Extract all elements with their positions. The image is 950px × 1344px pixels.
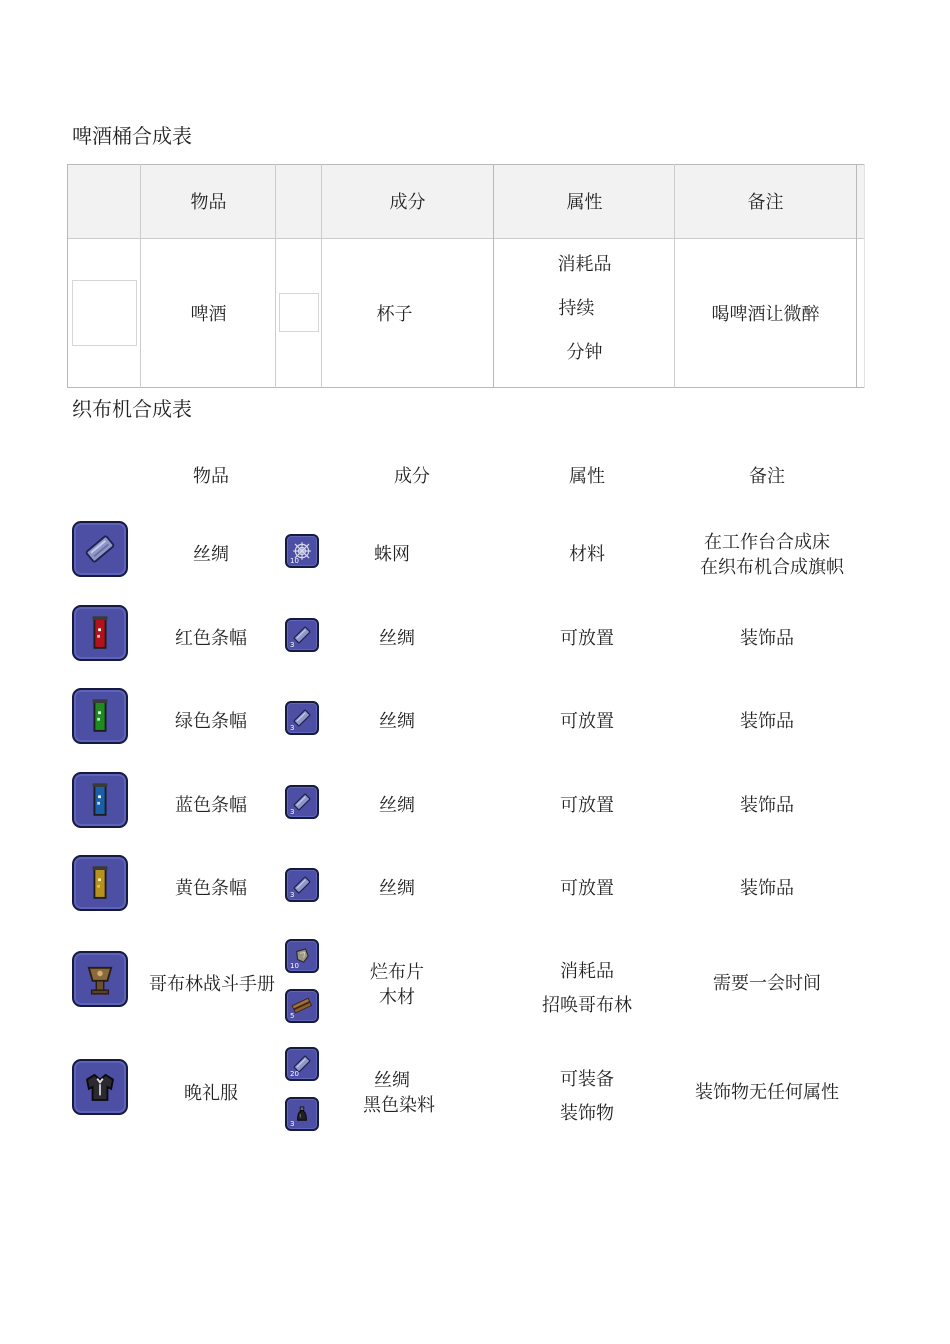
loom-row-note: 在织布机合成旗帜	[700, 557, 844, 578]
beer-item-image	[72, 280, 137, 346]
beer-property-line: 持续	[558, 298, 595, 319]
loom-row-item: 绿色条幅	[175, 711, 247, 732]
ingredient-count: 3	[290, 1120, 295, 1128]
loom-row-property: 可放置	[560, 628, 614, 649]
table-border	[856, 164, 857, 388]
beer-property-line: 消耗品	[557, 254, 612, 275]
loom-row-ingredient: 蛛网	[374, 544, 410, 565]
loom-row-ingredient: 丝绸	[379, 628, 415, 649]
beer-row-item: 啤酒	[190, 304, 227, 325]
silk-icon	[285, 785, 319, 819]
red-banner-icon	[72, 605, 128, 661]
beer-header-item: 物品	[190, 192, 227, 213]
ingredient-count: 3	[290, 641, 295, 649]
wood-icon	[285, 989, 319, 1023]
blue-banner-icon	[72, 772, 128, 828]
ingredient-count: 3	[290, 724, 295, 732]
loom-row-property: 装饰物	[560, 1103, 614, 1124]
loom-row-property: 可放置	[560, 711, 614, 732]
table-border	[67, 164, 68, 388]
ingredient-count: 10	[290, 962, 299, 970]
loom-row-ingredient: 丝绸	[379, 711, 415, 732]
loom-row-note: 装饰品	[740, 711, 794, 732]
table-border	[67, 164, 865, 165]
loom-row-ingredient: 丝绸	[379, 795, 415, 816]
ingredient-count: 3	[290, 808, 295, 816]
ingredient-count: 5	[290, 1012, 295, 1020]
loom-row-item: 红色条幅	[175, 628, 247, 649]
loom-row-note: 装饰物无任何属性	[695, 1082, 839, 1103]
loom-row-item: 蓝色条幅	[175, 795, 247, 816]
loom-row-item: 哥布林战斗手册	[149, 974, 275, 995]
loom-row-property: 可装备	[560, 1069, 614, 1090]
loom-row-note: 在工作台合成床	[704, 532, 830, 553]
beer-property-line: 分钟	[566, 342, 603, 363]
table-border	[67, 238, 865, 239]
loom-row-item: 晚礼服	[184, 1083, 238, 1104]
loom-row-note: 装饰品	[740, 628, 794, 649]
beer-row-note: 喝啤酒让微醉	[711, 304, 820, 325]
loom-row-ingredient: 丝绸	[379, 878, 415, 899]
loom-row-note: 装饰品	[740, 878, 794, 899]
ingredient-count: 20	[290, 1070, 299, 1078]
beer-crafting-table	[67, 164, 865, 388]
loom-row-ingredient: 烂布片	[370, 962, 424, 983]
beer-table-title: 啤酒桶合成表	[72, 124, 192, 148]
table-border	[275, 164, 276, 388]
silk-icon	[285, 868, 319, 902]
cobweb-icon	[285, 534, 319, 568]
loom-row-ingredient: 木材	[379, 987, 415, 1008]
beer-header-ingredient: 成分	[389, 192, 426, 213]
ingredient-count: 10	[290, 557, 299, 565]
loom-row-property: 招唤哥布林	[542, 995, 632, 1016]
green-banner-icon	[72, 688, 128, 744]
loom-header-ingredient: 成分	[394, 466, 430, 487]
silk-icon	[72, 521, 128, 577]
loom-row-property: 可放置	[560, 795, 614, 816]
table-border	[321, 164, 322, 388]
table-border	[493, 164, 494, 388]
beer-header-note: 备注	[747, 192, 784, 213]
silk-icon	[285, 1047, 319, 1081]
silk-icon	[285, 701, 319, 735]
table-border	[674, 164, 675, 388]
loom-header-item: 物品	[193, 466, 229, 487]
table-border	[864, 164, 865, 388]
loom-row-note: 装饰品	[740, 795, 794, 816]
tuxedo-shirt-icon	[72, 1059, 128, 1115]
table-border	[67, 387, 865, 388]
loom-row-ingredient: 黑色染料	[363, 1095, 435, 1116]
loom-table-title: 织布机合成表	[72, 397, 192, 421]
black-dye-icon	[285, 1097, 319, 1131]
yellow-banner-icon	[72, 855, 128, 911]
loom-header-property: 属性	[569, 466, 605, 487]
beer-row-ingredient: 杯子	[376, 304, 413, 325]
ingredient-count: 3	[290, 891, 295, 899]
tattered-cloth-icon	[285, 939, 319, 973]
loom-row-item: 丝绸	[193, 544, 229, 565]
loom-header-note: 备注	[749, 466, 785, 487]
loom-row-note: 需要一会时间	[713, 973, 821, 994]
loom-row-property: 材料	[569, 544, 605, 565]
loom-row-ingredient: 丝绸	[374, 1070, 410, 1091]
table-border	[140, 164, 141, 388]
loom-row-item: 黄色条幅	[175, 878, 247, 899]
beer-header-property: 属性	[566, 192, 603, 213]
beer-row-properties	[494, 238, 675, 388]
loom-row-property: 可放置	[560, 878, 614, 899]
silk-icon	[285, 618, 319, 652]
mug-image	[279, 293, 319, 332]
goblin-battle-standard-icon	[72, 951, 128, 1007]
loom-row-property: 消耗品	[560, 961, 614, 982]
